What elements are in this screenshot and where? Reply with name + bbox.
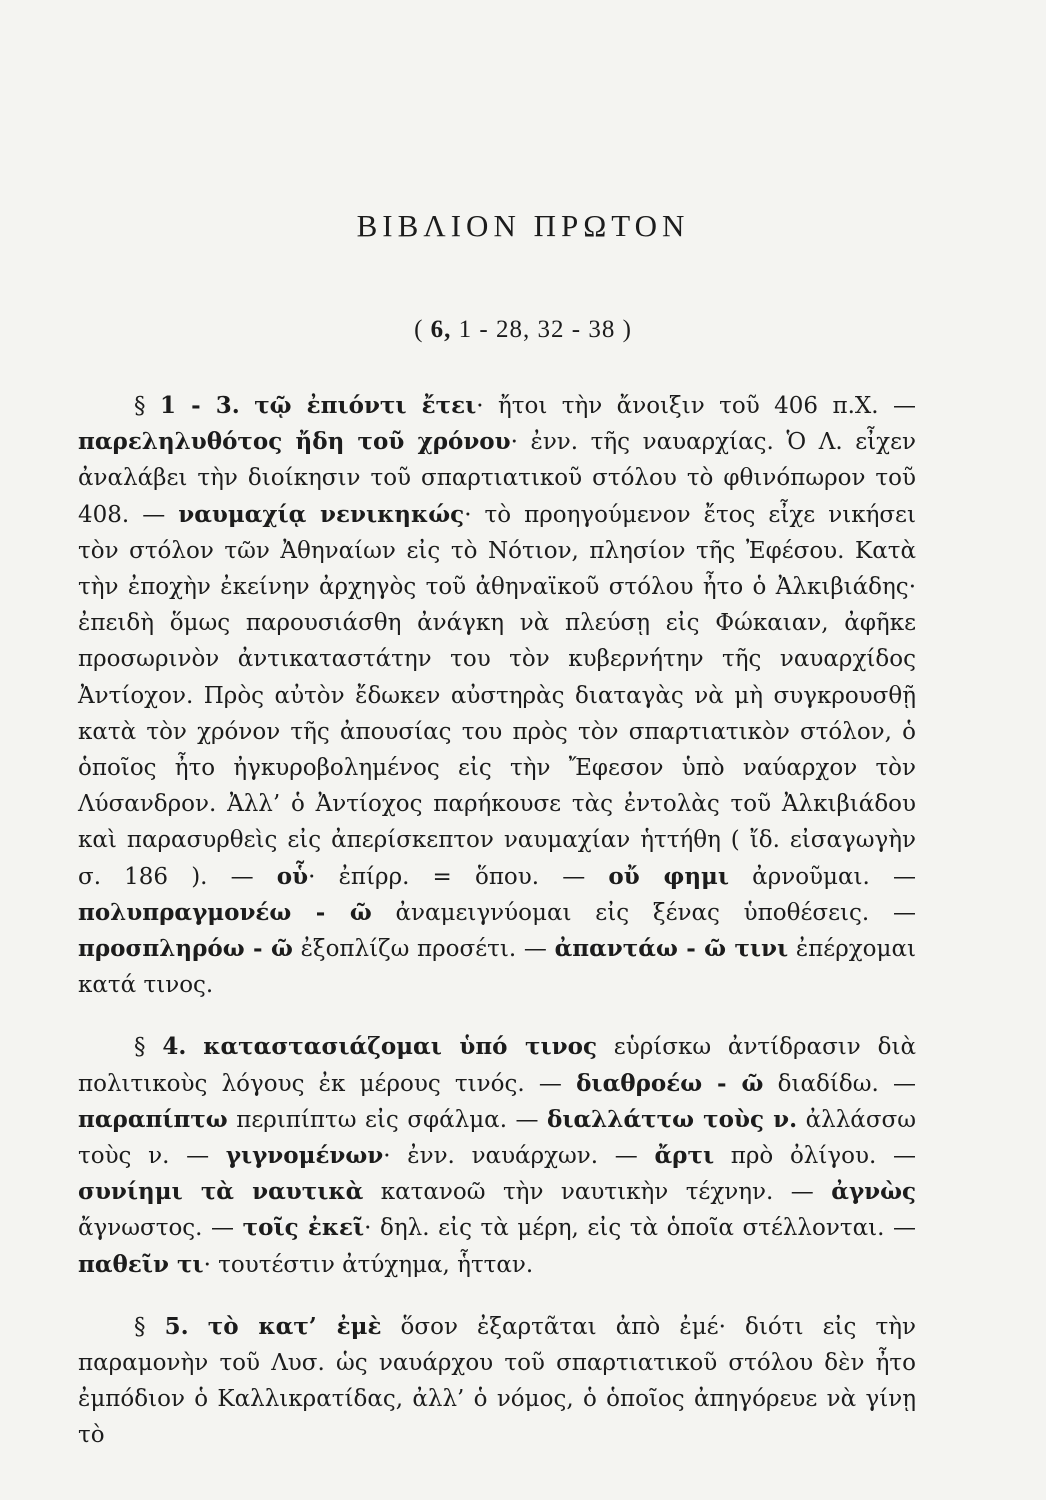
- commentary-body: [78, 388, 916, 1454]
- gloss-text: · ἐνν. ναυάρχων. —: [383, 1143, 655, 1170]
- lemma-text: ἀπαντάω - ῶ τινι: [554, 935, 789, 963]
- lemma-text: ἄρτι: [654, 1142, 715, 1170]
- gloss-text: κατανοῶ τὴν ναυτικὴν τέχνην. —: [363, 1179, 832, 1206]
- lemma-text: διαλλάττω τοὺς ν.: [547, 1105, 798, 1133]
- commentary-paragraph: [78, 1309, 916, 1454]
- gloss-text: εὑρίσκω ἀντίδρασιν διὰ πολιτικοὺς λόγους ἐκ μέρους τινός. —: [78, 1034, 916, 1097]
- lemma-text: πολυπραγμονέω - ῶ: [78, 898, 372, 926]
- lemma-text: παθεῖν τι: [78, 1250, 204, 1278]
- lemma-text: ναυμαχίᾳ νενικηκώς: [178, 500, 465, 528]
- gloss-text: · ἐνν. τῆς ναυαρχίας. Ὁ Λ. εἶχεν ἀναλάβει τὴν διοίκησιν τοῦ σπαρτιατικοῦ στόλου τὸ φθινόπωρον τοῦ 408. —: [78, 429, 916, 528]
- lemma-text: ἀγνὼς: [831, 1178, 916, 1206]
- gloss-text: πρὸ ὀλίγου. —: [714, 1143, 916, 1170]
- lemma-text: τῷ ἐπιόντι ἔτει: [254, 392, 477, 419]
- gloss-text: §: [134, 1313, 165, 1340]
- lemma-text: διαθροέω - ῶ: [576, 1069, 764, 1097]
- gloss-text: · δηλ. εἰς τὰ μέρη, εἰς τὰ ὁποῖα στέλλονται. —: [364, 1215, 916, 1242]
- range-chapter: 6,: [430, 316, 452, 343]
- page-title: ΒΙΒΛΙΟΝ ΠΡΩΤΟΝ: [356, 208, 690, 243]
- gloss-text: [186, 1034, 203, 1060]
- lemma-text: παραπίπτω: [78, 1105, 228, 1133]
- range-open: (: [414, 316, 431, 343]
- lemma-text: 5.: [164, 1312, 189, 1340]
- lemma-text: οὔ φημι: [608, 862, 730, 890]
- commentary-paragraph: [78, 1029, 916, 1282]
- gloss-text: [240, 393, 254, 419]
- commentary-paragraph: [78, 388, 916, 1003]
- gloss-text: · τὸ προηγούμενον ἔτος εἶχε νικήσει τὸν στόλον τῶν Ἀθηναίων εἰς τὸ Νότιον, πλησίον τῆς Ἐφέσου. Κατὰ τὴν ἐποχὴν ἐκείνην ἀρχηγὸς τοῦ ἀθηναϊκοῦ στόλου ἦτο ὁ Ἀλκιβιάδης· ἐπειδὴ ὅμως παρουσιάσθη ἀνάγκη νὰ πλεύσῃ εἰς Φώκαιαν, ἀφῆκε προσωρινὸν ἀντικαταστάτην του τὸν κυβερνήτην τῆς ναυαρχίδος Ἀντίοχον. Πρὸς αὐτὸν ἔδωκεν αὐστηρὰς διαταγὰς νὰ μὴ συγκρουσθῇ κατὰ τὸν χρόνον τῆς ἀπουσίας του πρὸς τὸν σπαρτιατικὸν στόλον, ὁ ὁποῖος ἦτο ἠγκυροβολημένος εἰς τὴν Ἔφεσον ὑπὸ ναύαρχον τὸν Λύσανδρον. Ἀλλ’ ὁ Ἀντίοχος παρήκουσε τὰς ἐντολὰς τοῦ Ἀλκιβιάδου καὶ παρασυρθεὶς εἰς ἀπερίσκεπτον ναυμαχίαν ἡττήθη ( ἴδ. εἰσαγωγὴν σ. 186 ). —: [78, 501, 916, 890]
- gloss-text: ἐξοπλίζω προσέτι. —: [292, 936, 555, 963]
- gloss-text: · τουτέστιν ἀτύχημα, ἧτταν.: [203, 1251, 534, 1278]
- lemma-text: προσπληρόω - ῶ: [78, 935, 293, 963]
- lemma-text: 4.: [162, 1033, 187, 1061]
- gloss-text: · ἐπίρρ. = ὅπου. —: [308, 863, 609, 890]
- lemma-text: οὗ: [276, 862, 309, 890]
- gloss-text: ἀρνοῦμαι. —: [729, 863, 916, 890]
- gloss-text: §: [134, 1034, 163, 1061]
- gloss-text: ὅσον ἐξαρτᾶται ἀπὸ ἐμέ· διότι εἰς τὴν παραμονὴν τοῦ Λυσ. ὡς ναυάρχου τοῦ σπαρτιατικοῦ στόλου δὲν ἦτο ἐμπόδιον ὁ Καλλικρατίδας, ἀλλ’ ὁ νόμος, ὁ ὁποῖος ἀπηγόρευε νὰ γίνῃ τὸ: [78, 1313, 916, 1449]
- gloss-text: διαδίδω. —: [763, 1070, 916, 1097]
- range-verses: 1 - 28, 32 - 38 ): [451, 316, 632, 343]
- gloss-text: [189, 1314, 208, 1340]
- lemma-text: τοῖς ἐκεῖ: [242, 1214, 365, 1242]
- lemma-text: συνίημι τὰ ναυτικὰ: [78, 1178, 364, 1206]
- lemma-text: 1 - 3.: [159, 392, 240, 419]
- gloss-text: ἀλλάσσω τοὺς ν. —: [78, 1106, 916, 1170]
- gloss-text: ἄγνωστος. —: [78, 1215, 243, 1242]
- gloss-text: περιπίπτω εἰς σφάλμα. —: [227, 1106, 548, 1133]
- chapter-range: [0, 316, 1046, 344]
- lemma-text: γιγνομένων: [225, 1142, 384, 1170]
- lemma-text: παρεληλυθότος ἤδη τοῦ χρόνου: [78, 428, 511, 456]
- lemma-text: τὸ κατ’ ἐμὲ: [207, 1312, 382, 1340]
- gloss-text: ἐπέρχομαι κατά τινος.: [78, 936, 917, 999]
- gloss-text: ἀναμειγνύομαι εἰς ξένας ὑποθέσεις. —: [371, 899, 916, 926]
- gloss-text: §: [134, 393, 160, 419]
- gloss-text: · ἤτοι τὴν ἄνοιξιν τοῦ 406 π.Χ. —: [476, 393, 917, 419]
- lemma-text: καταστασιάζομαι ὑπό τινος: [203, 1033, 597, 1061]
